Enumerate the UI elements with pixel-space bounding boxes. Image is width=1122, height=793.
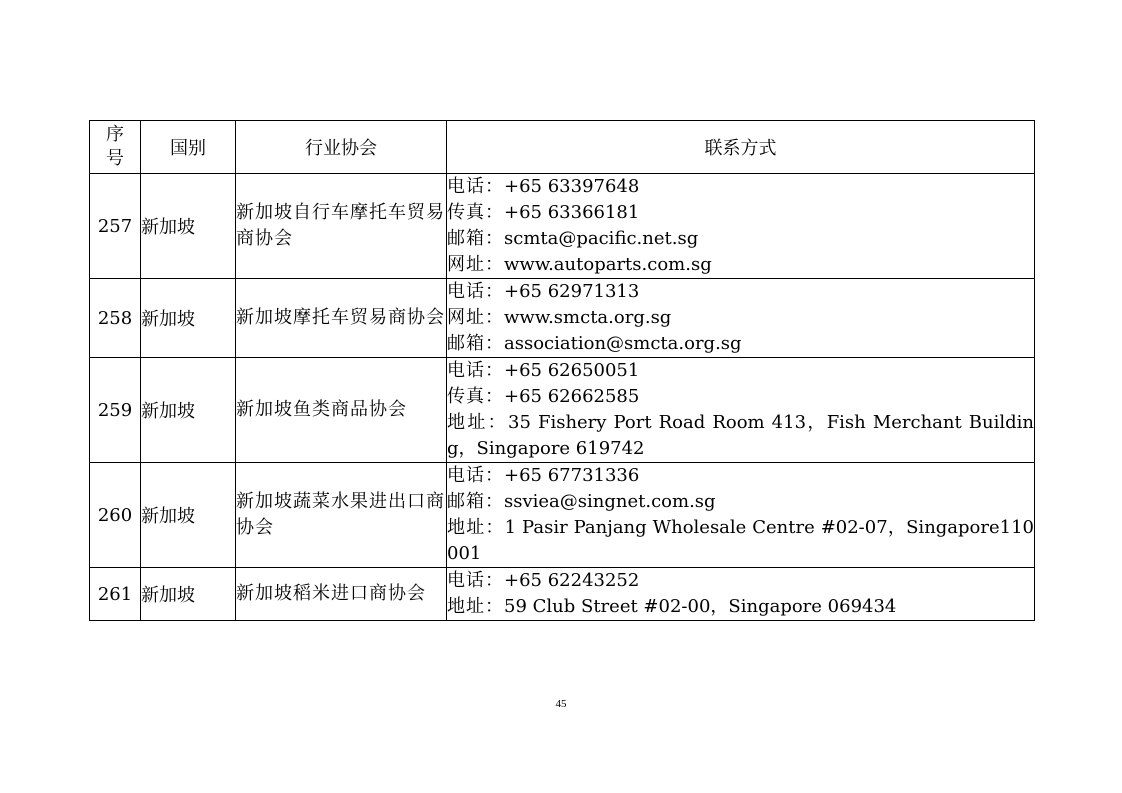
contact-line bbox=[447, 252, 1034, 278]
header-seq-line2: 号 bbox=[106, 148, 124, 169]
contact-label: 邮箱： bbox=[447, 333, 504, 354]
contact-line bbox=[447, 305, 1034, 331]
header-seq bbox=[90, 121, 141, 174]
contact-label: 网址： bbox=[447, 307, 504, 328]
contact-line bbox=[447, 515, 1034, 567]
contact-label: 邮箱： bbox=[447, 491, 504, 512]
contact-line bbox=[447, 174, 1034, 200]
contact-line bbox=[447, 594, 1034, 620]
contact-value: ssviea@singnet.com.sg bbox=[504, 491, 716, 512]
contact-value: association@smcta.org.sg bbox=[504, 333, 742, 354]
row-contact bbox=[447, 358, 1035, 463]
row-seq: 257 bbox=[90, 174, 141, 279]
contact-value: www.autoparts.com.sg bbox=[504, 254, 712, 275]
row-contact bbox=[447, 568, 1035, 621]
contact-value: +65 67731336 bbox=[504, 465, 640, 486]
row-association: 新加坡自行车摩托车贸易商协会 bbox=[236, 174, 447, 279]
contact-label: 地址： bbox=[447, 412, 508, 433]
contact-label: 电话： bbox=[447, 360, 504, 381]
row-country: 新加坡 bbox=[141, 358, 236, 463]
table-row bbox=[90, 568, 1035, 621]
row-country: 新加坡 bbox=[141, 568, 236, 621]
row-seq: 261 bbox=[90, 568, 141, 621]
row-seq: 258 bbox=[90, 279, 141, 358]
header-contact: 联系方式 bbox=[447, 121, 1035, 174]
contact-label: 地址： bbox=[447, 596, 504, 617]
contact-value: scmta@pacific.net.sg bbox=[504, 228, 699, 249]
contact-label: 邮箱： bbox=[447, 228, 504, 249]
contact-label: 传真： bbox=[447, 386, 504, 407]
row-contact bbox=[447, 174, 1035, 279]
table-header-row bbox=[90, 121, 1035, 174]
row-association: 新加坡蔬菜水果进出口商协会 bbox=[236, 463, 447, 568]
contact-line bbox=[447, 568, 1034, 594]
contact-line bbox=[447, 410, 1034, 462]
table-row bbox=[90, 279, 1035, 358]
contact-line bbox=[447, 489, 1034, 515]
row-contact bbox=[447, 279, 1035, 358]
contact-value: 1 Pasir Panjang Wholesale Centre #02-07，Singapore110001 bbox=[447, 517, 1035, 564]
row-contact bbox=[447, 463, 1035, 568]
row-seq: 260 bbox=[90, 463, 141, 568]
contact-label: 电话： bbox=[447, 281, 504, 302]
row-country: 新加坡 bbox=[141, 463, 236, 568]
contact-value: +65 62971313 bbox=[504, 281, 640, 302]
row-association: 新加坡稻米进口商协会 bbox=[236, 568, 447, 621]
contact-line bbox=[447, 358, 1034, 384]
contact-value: +65 63366181 bbox=[504, 202, 640, 223]
association-table bbox=[89, 120, 1035, 621]
contact-label: 传真： bbox=[447, 202, 504, 223]
contact-label: 地址： bbox=[447, 517, 505, 538]
table-row bbox=[90, 463, 1035, 568]
table-row bbox=[90, 174, 1035, 279]
row-country: 新加坡 bbox=[141, 174, 236, 279]
contact-value: www.smcta.org.sg bbox=[504, 307, 672, 328]
contact-label: 电话： bbox=[447, 570, 504, 591]
row-association: 新加坡鱼类商品协会 bbox=[236, 358, 447, 463]
contact-value: +65 62662585 bbox=[504, 386, 640, 407]
row-association: 新加坡摩托车贸易商协会 bbox=[236, 279, 447, 358]
contact-label: 电话： bbox=[447, 176, 504, 197]
header-seq-line1: 序 bbox=[106, 124, 124, 145]
contact-value: 35 Fishery Port Road Room 413，Fish Merchant Building，Singapore 619742 bbox=[447, 412, 1034, 459]
page-number: 45 bbox=[555, 698, 567, 710]
contact-label: 电话： bbox=[447, 465, 504, 486]
contact-line bbox=[447, 463, 1034, 489]
contact-value: +65 62243252 bbox=[504, 570, 640, 591]
contact-line bbox=[447, 279, 1034, 305]
header-association: 行业协会 bbox=[236, 121, 447, 174]
row-seq: 259 bbox=[90, 358, 141, 463]
contact-label: 网址： bbox=[447, 254, 504, 275]
contact-line bbox=[447, 384, 1034, 410]
table-row bbox=[90, 358, 1035, 463]
contact-value: +65 63397648 bbox=[504, 176, 640, 197]
contact-line bbox=[447, 226, 1034, 252]
contact-value: 59 Club Street #02-00，Singapore 069434 bbox=[504, 596, 897, 617]
contact-line bbox=[447, 331, 1034, 357]
row-country: 新加坡 bbox=[141, 279, 236, 358]
contact-value: +65 62650051 bbox=[504, 360, 640, 381]
header-country: 国别 bbox=[141, 121, 236, 174]
contact-line bbox=[447, 200, 1034, 226]
